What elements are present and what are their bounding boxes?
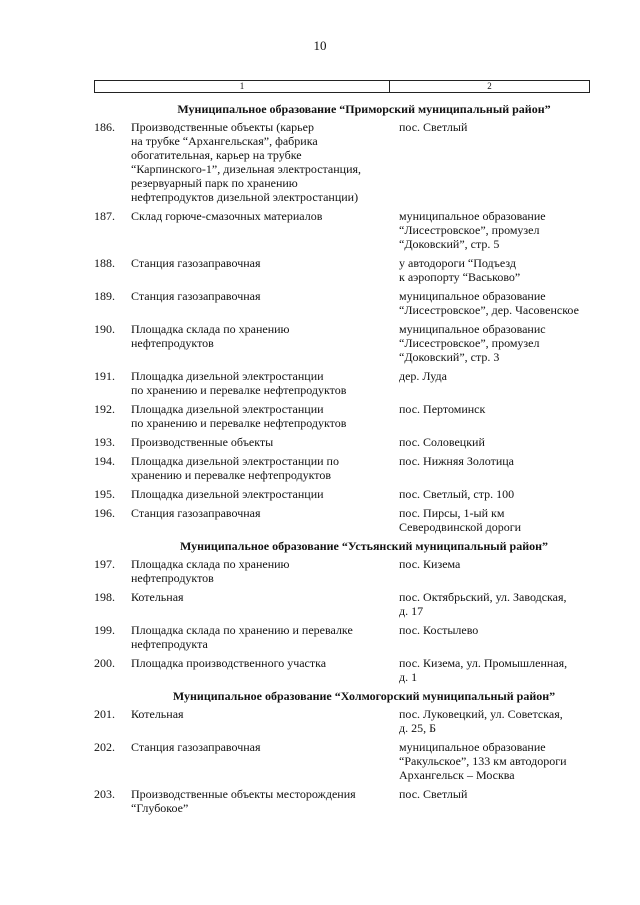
object-name: Площадка дизельной электростанции bbox=[131, 487, 324, 501]
object-name: Площадка дизельной электростанции по хранению и перевалке нефтепродуктов bbox=[131, 454, 339, 482]
object-name: Склад горюче-смазочных материалов bbox=[131, 209, 323, 223]
row-number: 191. bbox=[94, 369, 115, 383]
row-number: 202. bbox=[94, 740, 115, 754]
row-number: 188. bbox=[94, 256, 115, 270]
section-title: Муниципальное образование “Приморский муниципальный район” bbox=[177, 102, 551, 116]
table-row bbox=[94, 209, 614, 251]
table-row bbox=[94, 590, 614, 618]
object-location: у автодороги “Подъезд к аэропорту “Васьково” bbox=[399, 256, 521, 284]
object-name: Станция газозаправочная bbox=[131, 256, 261, 270]
object-name: Производственные объекты bbox=[131, 435, 274, 449]
object-location: пос. Луковецкий, ул. Советская, д. 25, Б bbox=[399, 707, 563, 735]
table-row bbox=[94, 506, 614, 534]
object-name: Площадка дизельной электростанции по хранению и перевалке нефтепродуктов bbox=[131, 402, 347, 430]
row-number: 190. bbox=[94, 322, 115, 336]
object-location: пос. Пирсы, 1-ый км Северодвинской дороги bbox=[399, 506, 522, 534]
table-row bbox=[94, 707, 614, 735]
row-number: 200. bbox=[94, 656, 115, 670]
object-location: пос. Светлый bbox=[399, 787, 468, 801]
row-number: 193. bbox=[94, 435, 115, 449]
object-name: Станция газозаправочная bbox=[131, 740, 261, 754]
table-row bbox=[94, 656, 614, 684]
column-header-2: 2 bbox=[487, 81, 492, 91]
object-location: муниципальное образованис “Лисестровское”, промузел “Доковский”, стр. 3 bbox=[399, 322, 546, 364]
object-name: Станция газозаправочная bbox=[131, 289, 261, 303]
object-location: муниципальное образование “Лисестровское”, промузел “Доковский”, стр. 5 bbox=[399, 209, 546, 251]
row-number: 192. bbox=[94, 402, 115, 416]
object-location: пос. Октябрьский, ул. Заводская, д. 17 bbox=[399, 590, 567, 618]
table-row bbox=[94, 402, 614, 430]
section-title: Муниципальное образование “Холмогорский муниципальный район” bbox=[172, 689, 556, 703]
object-name: Площадка дизельной электростанции по хранению и перевалке нефтепродуктов bbox=[131, 369, 347, 397]
object-location: пос. Кизема, ул. Промышленная, д. 1 bbox=[399, 656, 568, 684]
table-row bbox=[94, 623, 614, 651]
row-number: 198. bbox=[94, 590, 115, 604]
table-row bbox=[94, 289, 614, 317]
object-name: Площадка склада по хранению нефтепродуктов bbox=[131, 322, 290, 350]
object-location: пос. Кизема bbox=[399, 557, 461, 571]
object-location: пос. Светлый bbox=[399, 120, 468, 134]
row-number: 186. bbox=[94, 120, 115, 134]
table-row bbox=[94, 256, 614, 284]
object-name: Котельная bbox=[131, 707, 184, 721]
object-location: пос. Пертоминск bbox=[399, 402, 486, 416]
row-number: 203. bbox=[94, 787, 115, 801]
row-number: 187. bbox=[94, 209, 115, 223]
object-location: пос. Светлый, стр. 100 bbox=[399, 487, 515, 501]
section-title: Муниципальное образование “Устьянский муниципальный район” bbox=[179, 539, 549, 553]
table-row bbox=[94, 369, 614, 397]
object-name: Производственные объекты месторождения “Глубокое” bbox=[131, 787, 356, 815]
row-number: 195. bbox=[94, 487, 115, 501]
object-location: муниципальное образование “Ракульское”, 133 км автодороги Архангельск – Москва bbox=[399, 740, 567, 782]
object-name: Котельная bbox=[131, 590, 184, 604]
table-column-header bbox=[94, 80, 590, 93]
table-row bbox=[94, 487, 614, 501]
object-location: пос. Костылево bbox=[399, 623, 479, 637]
row-number: 189. bbox=[94, 289, 115, 303]
row-number: 201. bbox=[94, 707, 115, 721]
row-number: 196. bbox=[94, 506, 115, 520]
table-row bbox=[94, 740, 614, 782]
object-name: Станция газозаправочная bbox=[131, 506, 261, 520]
object-name: Площадка склада по хранению нефтепродуктов bbox=[131, 557, 290, 585]
object-name: Площадка склада по хранению и перевалке нефтепродукта bbox=[131, 623, 353, 651]
row-number: 199. bbox=[94, 623, 115, 637]
table-row bbox=[94, 454, 614, 482]
row-number: 194. bbox=[94, 454, 115, 468]
object-location: дер. Луда bbox=[399, 369, 447, 383]
page-number: 10 bbox=[313, 38, 327, 53]
table-row bbox=[94, 322, 614, 364]
object-location: пос. Соловецкий bbox=[399, 435, 485, 449]
column-header-1: 1 bbox=[95, 81, 390, 92]
table-row bbox=[94, 557, 614, 585]
object-name: Производственные объекты (карьер на трубке “Архангельская”, фабрика обогатительная, карьер на трубке “Карпинского-1”, дизельная электростанция, резервуарный парк по хранению нефтепродуктов дизельной электростанции) bbox=[131, 120, 362, 204]
row-number: 197. bbox=[94, 557, 115, 571]
object-location: муниципальное образование “Лисестровское”, дер. Часовенское bbox=[399, 289, 579, 317]
object-name: Площадка производственного участка bbox=[131, 656, 327, 670]
table-row bbox=[94, 435, 614, 449]
table-row bbox=[94, 787, 614, 815]
object-location: пос. Нижняя Золотица bbox=[399, 454, 514, 468]
table-row bbox=[94, 120, 614, 204]
table-body bbox=[94, 102, 614, 820]
